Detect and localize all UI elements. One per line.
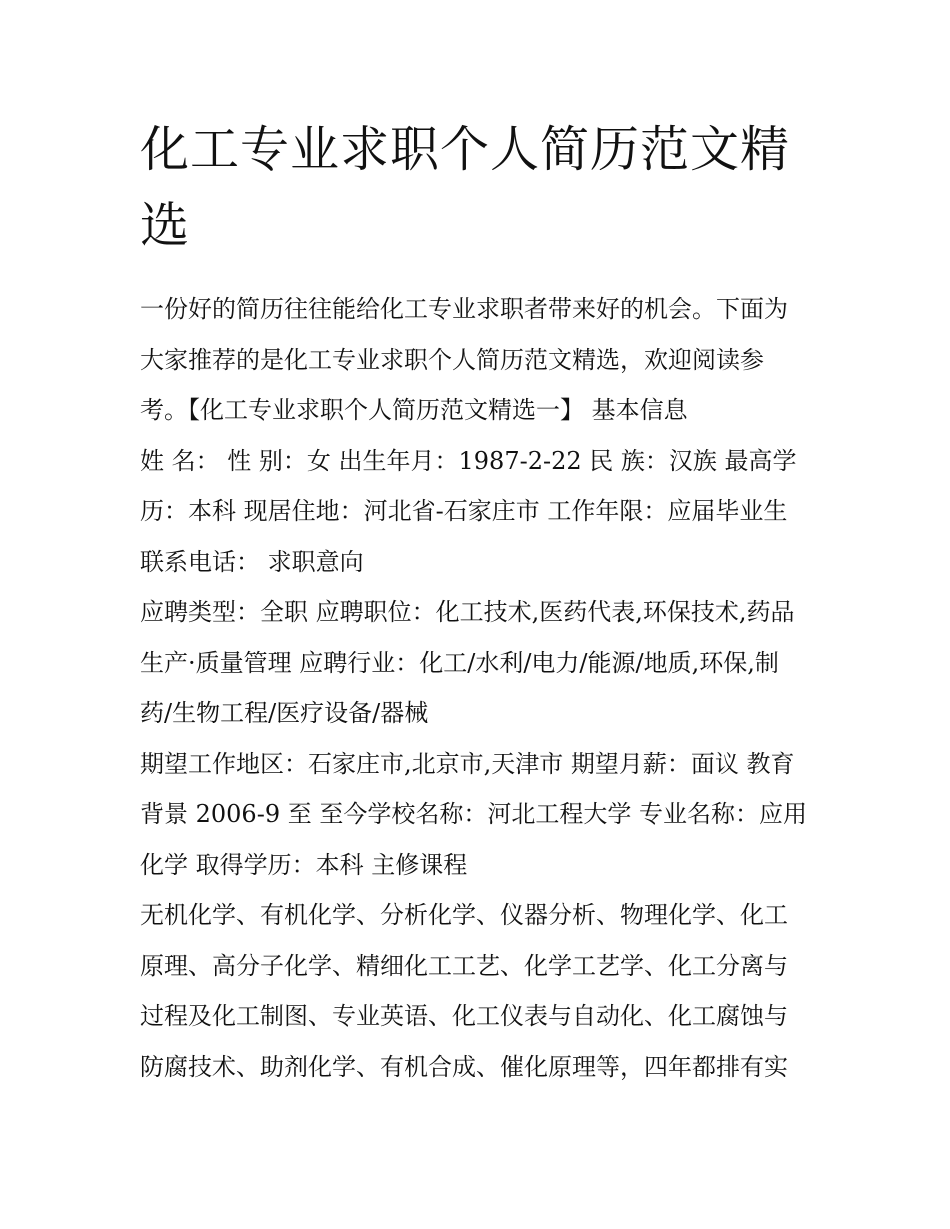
document-body xyxy=(140,284,820,1092)
title-line-1: 化工专业求职个人简历范文精 xyxy=(140,121,791,178)
document-page xyxy=(140,112,820,1092)
body-line: 考。【化工专业求职个人简历范文精选一】 基本信息 xyxy=(140,396,688,424)
body-line: 期望工作地区：石家庄市,北京市,天津市 期望月薪：面议 教育 xyxy=(140,749,795,778)
body-line: 生产·质量管理 应聘行业：化工/水利/电力/能源/地质,环保,制 xyxy=(140,648,779,677)
body-line: 过程及化工制图、专业英语、化工仪表与自动化、化工腐蚀与 xyxy=(140,1002,788,1030)
body-line: 无机化学、有机化学、分析化学、仪器分析、物理化学、化工 xyxy=(140,901,788,929)
title-line-2: 选 xyxy=(140,197,191,254)
body-line: 防腐技术、助剂化学、有机合成、催化原理等，四年都排有实 xyxy=(140,1052,788,1081)
body-line: 一份好的简历往往能给化工专业求职者带来好的机会。下面为 xyxy=(140,295,788,323)
body-line: 联系电话： 求职意向 xyxy=(140,547,364,576)
body-line: 姓 名： 性 别：女 出生年月：1987-2-22 民 族：汉族 最高学 xyxy=(140,446,797,475)
body-line: 化学 取得学历：本科 主修课程 xyxy=(140,850,468,879)
body-line: 药/生物工程/医疗设备/器械 xyxy=(140,699,429,727)
body-line: 原理、高分子化学、精细化工工艺、化学工艺学、化工分离与 xyxy=(140,951,788,980)
body-line: 背景 2006-9 至 至今学校名称：河北工程大学 专业名称：应用 xyxy=(140,800,807,828)
body-line: 历：本科 现居住地：河北省-石家庄市 工作年限：应届毕业生 xyxy=(140,497,788,525)
body-line: 大家推荐的是化工专业求职个人简历范文精选，欢迎阅读参 xyxy=(140,345,764,374)
document-title xyxy=(140,112,820,264)
body-line: 应聘类型：全职 应聘职位：化工技术,医药代表,环保技术,药品 xyxy=(140,598,795,626)
